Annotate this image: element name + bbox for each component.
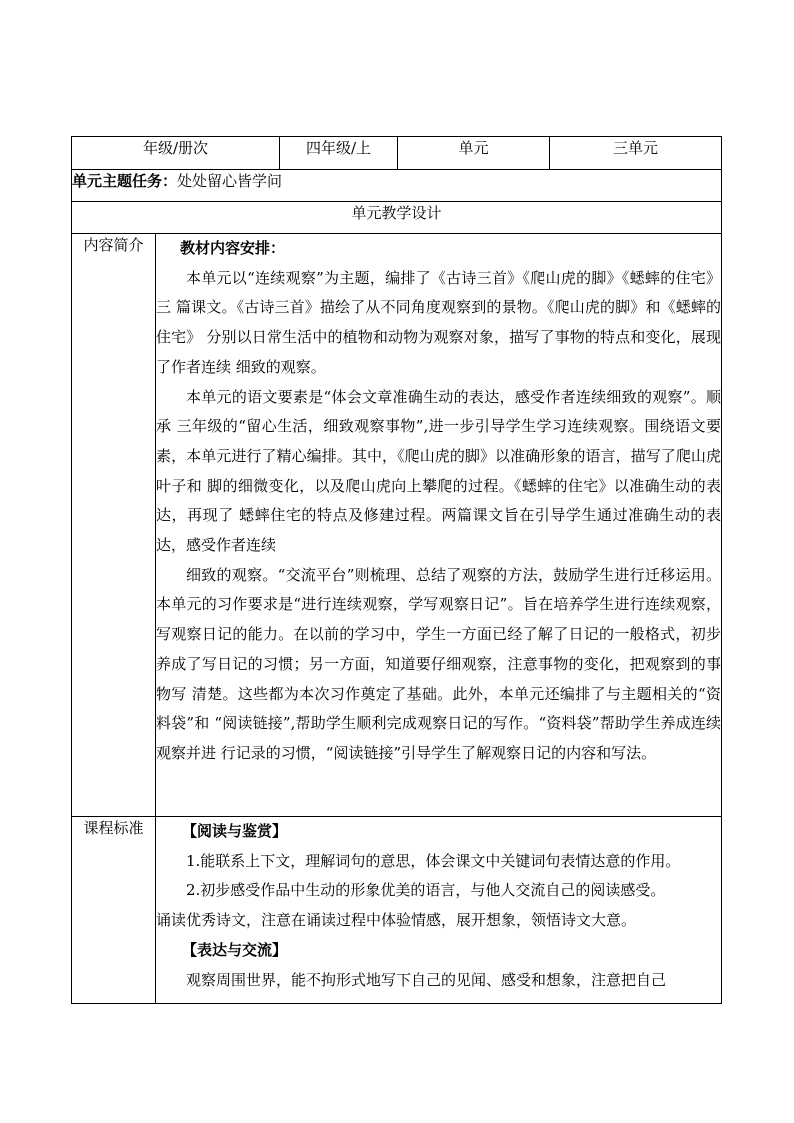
unit-label: 单元: [398, 137, 550, 170]
design-title-row: [72, 202, 722, 234]
theme-row: [72, 170, 722, 202]
theme-value: 处处留心皆学问: [177, 172, 283, 190]
content-paragraph: 本单元的语文要素是“体会文章准确生动的表达，感受作者连续细致的观察”。顺承 三年级的“留心生活，细致观察事物”,进一步引导学生学习连续观察。围绕语文要素，本单元进行了精心编排。其中，《爬山虎的脚》以准确形象的语言，描写了爬山虎叶子和 脚的细微变化，以及爬山虎向上攀爬的过程。《蟋蟀的住宅》以准确生动的表达，再现了 蟋蟀住宅的特点及修建过程。两篇课文旨在引导学生通过准确生动的表达，感受作者连续: [156, 387, 721, 555]
header-row: [72, 137, 722, 170]
reading-heading: 【阅读与鉴赏】: [182, 822, 288, 840]
unit-plan-table: [71, 136, 722, 1004]
reading-extra: 诵读优秀诗文，注意在诵读过程中体验情感，展开想象，领悟诗文大意。: [156, 911, 637, 930]
content-row: [72, 234, 722, 817]
content-label: 内容简介: [72, 234, 156, 817]
theme-label: 单元主题任务：: [72, 172, 178, 190]
grade-label: 年级/册次: [72, 137, 280, 170]
grade-value: 四年级/上: [280, 137, 398, 170]
express-heading: 【表达与交流】: [182, 940, 288, 959]
content-subheading: 教材内容安排：: [180, 239, 286, 257]
reading-item: 2.初步感受作品中生动的形象优美的语言，与他人交流自己的阅读感受。: [186, 881, 666, 900]
content-body: [156, 234, 722, 817]
unit-value: 三单元: [550, 137, 722, 170]
content-paragraph: 细致的观察。“交流平台”则梳理、总结了观察的方法，鼓励学生进行迁移运用。本单元的习作要求是“进行连续观察，学写观察日记”。旨在培养学生进行连续观察，写观察日记的能力。在以前的学习中，学生一方面已经了解了日记的一般格式，初步 养成了写日记的习惯；另一方面，知道要仔细观察，注意事物的变化，把观察到的事物写 清楚。这些都为本次习作奠定了基础。此外，本单元还编排了与主题相关的“资料袋”和 “阅读链接”,帮助学生顺利完成观察日记的写作。“资料袋”帮助学生养成连续观察并进 行记录的习惯，“阅读链接”引导学生了解观察日记的内容和写法。: [156, 565, 721, 762]
standard-row: [72, 817, 722, 1004]
standard-label: 课程标准: [72, 817, 156, 1004]
express-text: 观察周围世界，能不拘形式地写下自己的见闻、感受和想象，注意把自己: [186, 970, 667, 989]
content-paragraph: 本单元以“连续观察”为主题，编排了《古诗三首》《爬山虎的脚》《蟋蟀的住宅》三 篇课文。《古诗三首》描绘了从不同角度观察到的景物。《爬山虎的脚》和《蟋蟀的住宅》 分别以日常生活中的植物和动物为观察对象，描写了事物的特点和变化，展现了作者连续 细致的观察。: [156, 268, 721, 376]
design-title: 单元教学设计: [72, 202, 722, 234]
standard-body: [156, 817, 722, 1004]
reading-item: 1.能联系上下文，理解词句的意思，体会课文中关键词句表情达意的作用。: [186, 851, 681, 870]
